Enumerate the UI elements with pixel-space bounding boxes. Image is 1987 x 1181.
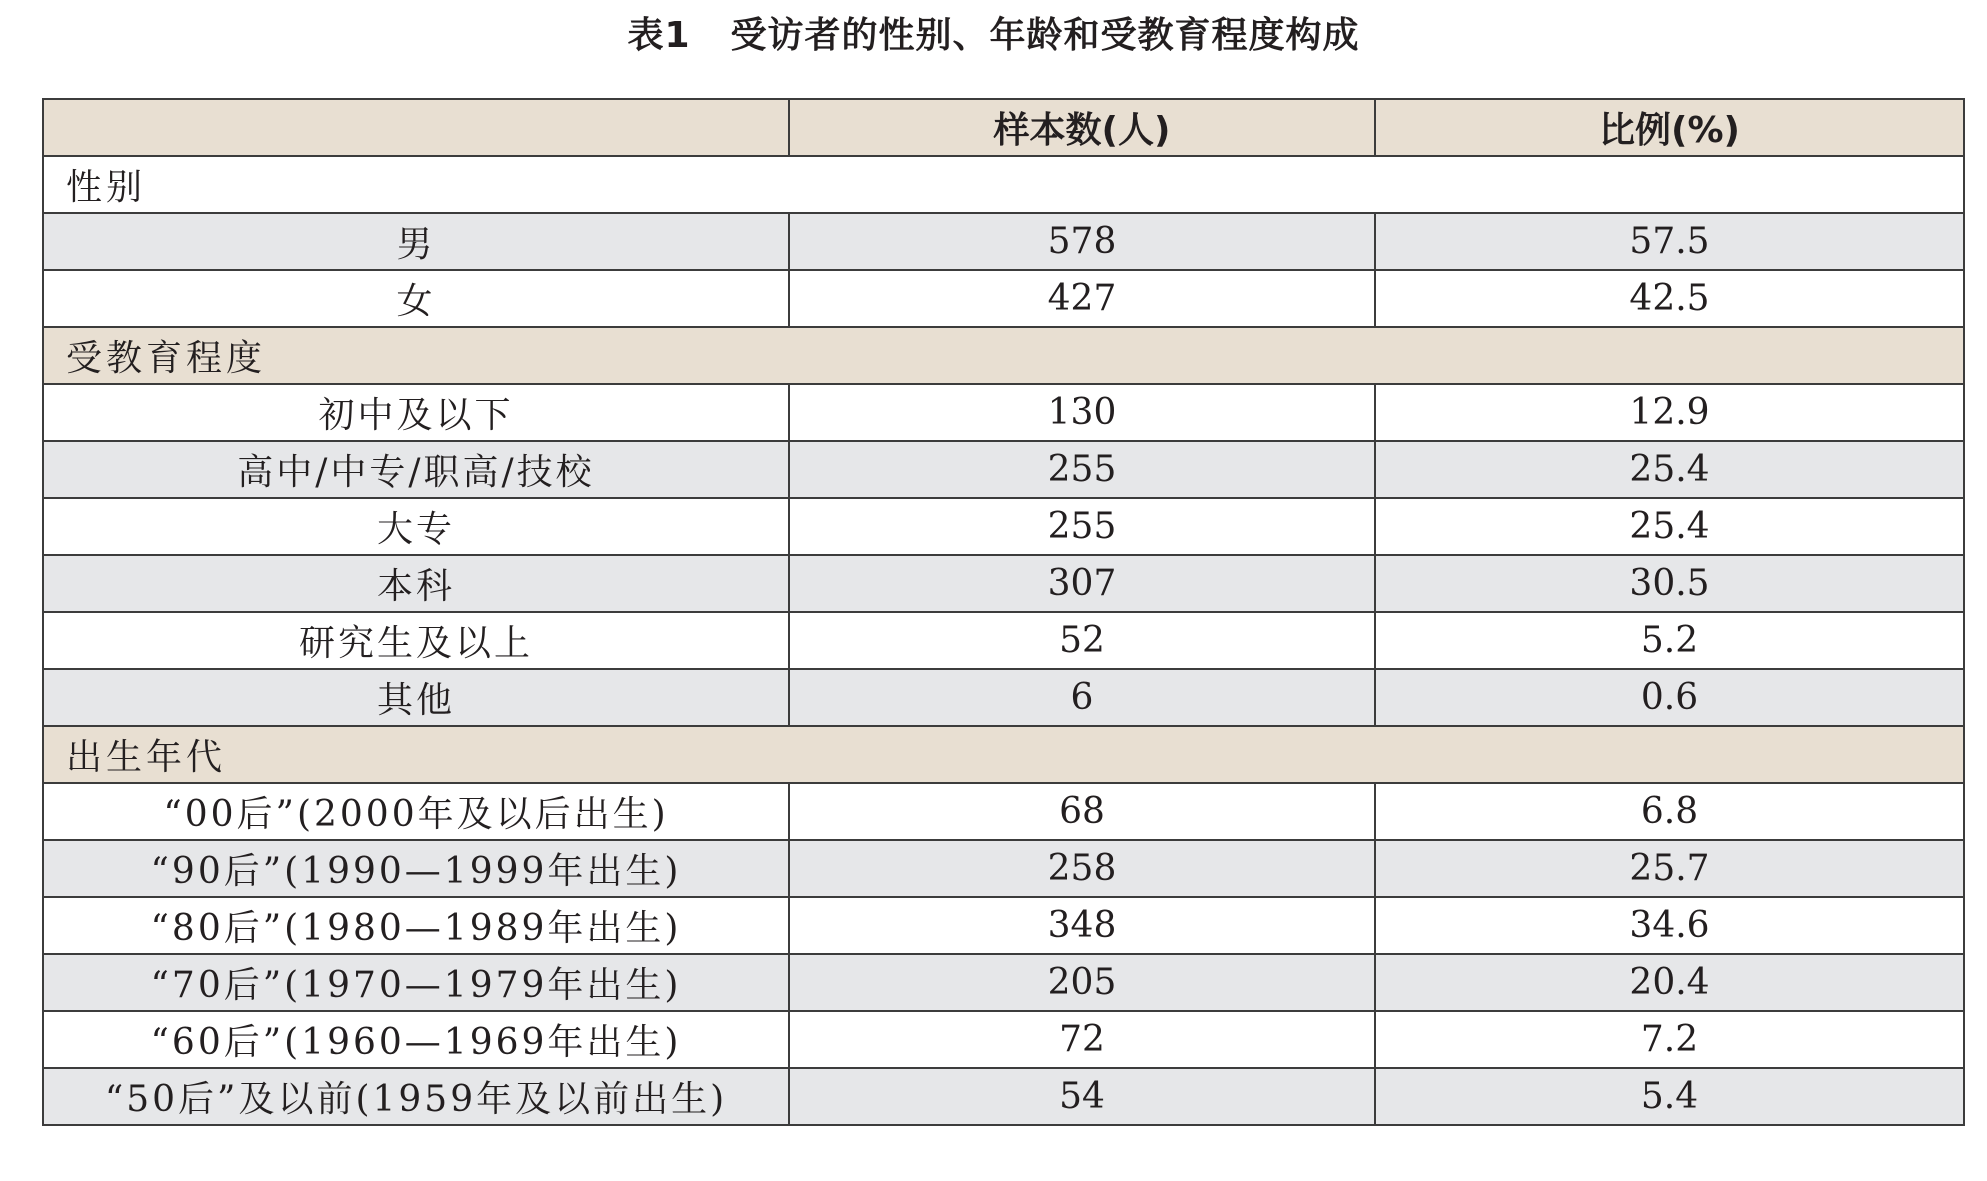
row-percent: 5.4 bbox=[1375, 1068, 1964, 1125]
header-sample-count: 样本数(人) bbox=[789, 99, 1375, 156]
row-label: 大专 bbox=[43, 498, 789, 555]
row-label: 高中/中专/职高/技校 bbox=[43, 441, 789, 498]
table-row bbox=[43, 840, 1964, 897]
table-caption bbox=[0, 8, 1987, 64]
table-row bbox=[43, 1068, 1964, 1125]
row-percent: 25.4 bbox=[1375, 441, 1964, 498]
row-percent: 7.2 bbox=[1375, 1011, 1964, 1068]
table-row bbox=[43, 783, 1964, 840]
row-label: “00后”(2000年及以后出生) bbox=[43, 783, 789, 840]
row-count: 348 bbox=[789, 897, 1375, 954]
row-count: 307 bbox=[789, 555, 1375, 612]
row-count: 255 bbox=[789, 498, 1375, 555]
table-row bbox=[43, 555, 1964, 612]
row-percent: 0.6 bbox=[1375, 669, 1964, 726]
row-count: 578 bbox=[789, 213, 1375, 270]
row-count: 255 bbox=[789, 441, 1375, 498]
row-label: “80后”(1980—1989年出生) bbox=[43, 897, 789, 954]
section-title: 性别 bbox=[43, 156, 1964, 213]
row-label: 女 bbox=[43, 270, 789, 327]
row-count: 6 bbox=[789, 669, 1375, 726]
table-row bbox=[43, 669, 1964, 726]
row-percent: 25.7 bbox=[1375, 840, 1964, 897]
row-label: “90后”(1990—1999年出生) bbox=[43, 840, 789, 897]
row-count: 68 bbox=[789, 783, 1375, 840]
section-gender bbox=[43, 156, 1964, 213]
row-label: “70后”(1970—1979年出生) bbox=[43, 954, 789, 1011]
table-row bbox=[43, 498, 1964, 555]
table-row bbox=[43, 384, 1964, 441]
section-education bbox=[43, 327, 1964, 384]
table-row bbox=[43, 213, 1964, 270]
row-count: 72 bbox=[789, 1011, 1375, 1068]
table-row bbox=[43, 441, 1964, 498]
row-percent: 5.2 bbox=[1375, 612, 1964, 669]
row-count: 54 bbox=[789, 1068, 1375, 1125]
row-percent: 20.4 bbox=[1375, 954, 1964, 1011]
row-label: 研究生及以上 bbox=[43, 612, 789, 669]
demographics-table bbox=[42, 98, 1965, 1126]
header-percentage: 比例(%) bbox=[1375, 99, 1964, 156]
row-count: 52 bbox=[789, 612, 1375, 669]
table-row bbox=[43, 1011, 1964, 1068]
table-row bbox=[43, 954, 1964, 1011]
row-count: 205 bbox=[789, 954, 1375, 1011]
header-row bbox=[43, 99, 1964, 156]
row-percent: 30.5 bbox=[1375, 555, 1964, 612]
row-percent: 12.9 bbox=[1375, 384, 1964, 441]
table-row bbox=[43, 612, 1964, 669]
row-count: 130 bbox=[789, 384, 1375, 441]
row-label: 男 bbox=[43, 213, 789, 270]
section-title: 出生年代 bbox=[43, 726, 1964, 783]
table-row bbox=[43, 270, 1964, 327]
row-label: 本科 bbox=[43, 555, 789, 612]
row-percent: 25.4 bbox=[1375, 498, 1964, 555]
row-count: 427 bbox=[789, 270, 1375, 327]
row-label: “50后”及以前(1959年及以前出生) bbox=[43, 1068, 789, 1125]
section-birth-decade bbox=[43, 726, 1964, 783]
header-category bbox=[43, 99, 789, 156]
table-row bbox=[43, 897, 1964, 954]
row-label: “60后”(1960—1969年出生) bbox=[43, 1011, 789, 1068]
row-label: 初中及以下 bbox=[43, 384, 789, 441]
row-percent: 57.5 bbox=[1375, 213, 1964, 270]
table-number: 表1 bbox=[627, 15, 691, 56]
section-title: 受教育程度 bbox=[43, 327, 1964, 384]
row-percent: 34.6 bbox=[1375, 897, 1964, 954]
row-label: 其他 bbox=[43, 669, 789, 726]
row-count: 258 bbox=[789, 840, 1375, 897]
table-title: 受访者的性别、年龄和受教育程度构成 bbox=[730, 15, 1360, 56]
row-percent: 6.8 bbox=[1375, 783, 1964, 840]
row-percent: 42.5 bbox=[1375, 270, 1964, 327]
